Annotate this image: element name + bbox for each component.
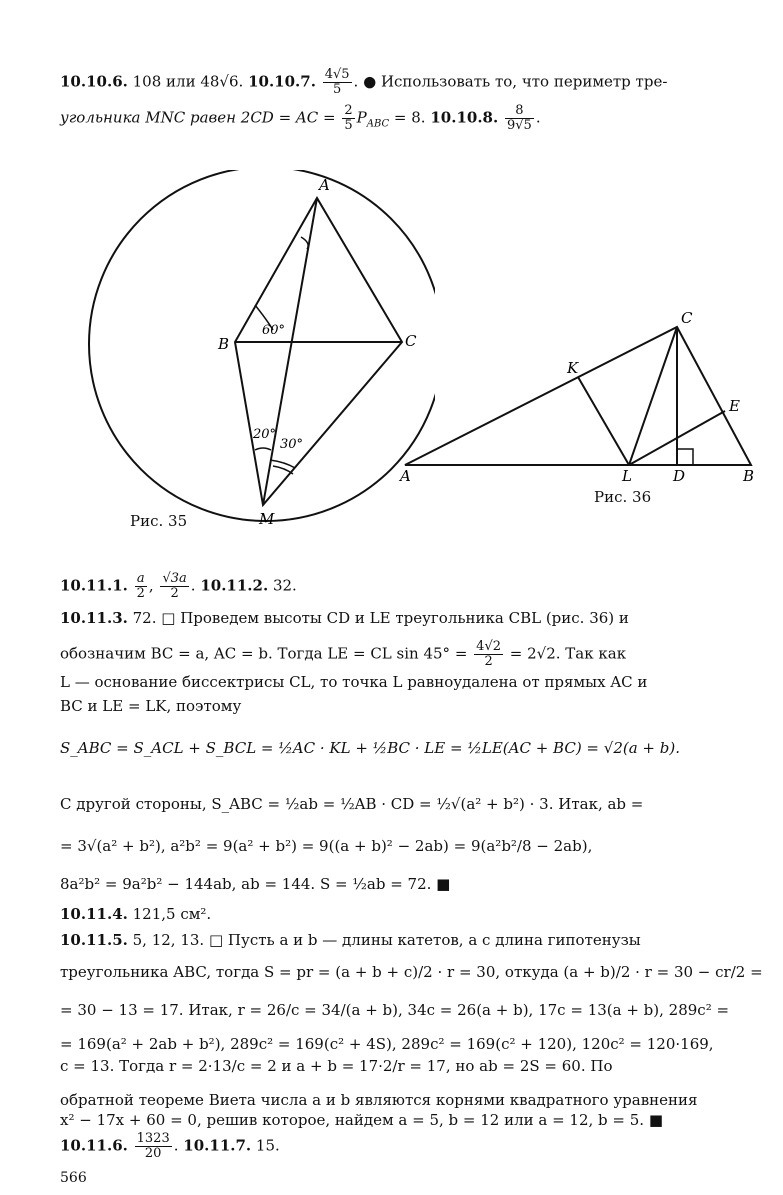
answer-text: 121,5 см². bbox=[132, 905, 212, 923]
solution-10-11-3-line-1 bbox=[60, 608, 760, 628]
problem-number: 10.11.7. bbox=[183, 1136, 252, 1155]
problem-number: 10.11.4. bbox=[60, 905, 128, 923]
answers-10-10-line-1 bbox=[60, 68, 760, 97]
label-m: M bbox=[259, 510, 275, 528]
solution-10-11-5-line-7: x² − 17x + 60 = 0, решив которое, найдем a = 5, b = 12 или a = 12, b = 5. ■ bbox=[60, 1111, 664, 1129]
answers-10-10-line-2 bbox=[60, 104, 760, 135]
answer-text: 108 или 48√6. bbox=[132, 72, 244, 91]
right-angle-mark bbox=[677, 449, 693, 465]
angle-30-label: 30° bbox=[280, 437, 304, 452]
figure-36 bbox=[395, 305, 770, 485]
solution-text: 5, 12, 13. □ Пусть a и b — длины катетов, а c длина гипотенузы bbox=[132, 931, 641, 949]
label-c: C bbox=[681, 309, 693, 327]
problem-number: 10.10.8. bbox=[430, 108, 499, 127]
denominator: 2 bbox=[170, 586, 179, 601]
formula-text: угольника MNC равен 2CD = AC = bbox=[60, 108, 336, 127]
triangle-abc bbox=[405, 327, 751, 465]
fraction bbox=[505, 104, 534, 133]
label-a: A bbox=[319, 176, 330, 194]
problem-number: 10.11.3. bbox=[60, 609, 128, 627]
denominator: 9√5 bbox=[507, 118, 532, 133]
problem-number: 10.10.6. bbox=[60, 72, 128, 91]
solution-10-11-3-line-4: BC и LE = LK, поэтому bbox=[60, 697, 242, 715]
solution-10-11-3-line-7: 8a²b² = 9a²b² − 144ab, ab = 144. S = ½ab = 72. ■ bbox=[60, 875, 451, 893]
answer-text: 15. bbox=[255, 1136, 280, 1155]
solution-10-11-5-line-6: обратной теореме Виета числа a и b являются корнями квадратного уравнения bbox=[60, 1091, 698, 1109]
angle-20-label: 20° bbox=[253, 427, 277, 442]
denominator: 5 bbox=[332, 82, 342, 97]
answer-10-11-4 bbox=[60, 904, 760, 924]
solution-10-11-5-line-5: c = 13. Тогда r = 2·13/c = 2 и a + b = 17·2/r = 17, но ab = 2S = 60. По bbox=[60, 1057, 613, 1075]
figure-35-caption: Рис. 35 bbox=[130, 512, 188, 530]
problem-number: 10.10.7. bbox=[248, 72, 316, 91]
label-e: E bbox=[729, 397, 740, 415]
circumcircle bbox=[89, 170, 435, 521]
angle-arc-m-right-2 bbox=[273, 466, 293, 474]
figure-36-caption: Рис. 36 bbox=[594, 488, 652, 506]
label-b: B bbox=[743, 467, 755, 485]
fraction bbox=[474, 640, 503, 669]
denominator: 5 bbox=[344, 118, 353, 133]
formula-text: . bbox=[535, 108, 541, 127]
label-k: K bbox=[567, 359, 579, 377]
angle-arc-m-left bbox=[255, 448, 271, 450]
angle-60-label: 60° bbox=[262, 323, 286, 338]
problem-number: 10.11.1. bbox=[60, 576, 128, 595]
numerator: 8 bbox=[505, 104, 534, 119]
solution-text: = 2√2. Так как bbox=[509, 644, 627, 663]
numerator: 1323 bbox=[136, 1131, 170, 1146]
page-number: 566 bbox=[60, 1170, 87, 1186]
answer-text: 32. bbox=[272, 576, 297, 595]
quadrilateral-abmc bbox=[235, 198, 402, 505]
problem-number: 10.11.2. bbox=[200, 576, 269, 595]
solution-10-11-5-line-1 bbox=[60, 930, 760, 950]
label-b: B bbox=[218, 335, 230, 353]
fraction bbox=[135, 1132, 172, 1161]
denominator: 2 bbox=[484, 654, 493, 669]
solution-10-11-3-line-6: = 3√(a² + b²), a²b² = 9(a² + b²) = 9((a + b)² − 2ab) = 9(a²b²/8 − 2ab), bbox=[60, 837, 593, 855]
solution-10-11-3-line-2 bbox=[60, 640, 760, 669]
problem-number: 10.11.5. bbox=[60, 931, 128, 949]
hint-text: . ● Использовать то, что периметр тре- bbox=[353, 72, 668, 91]
fraction bbox=[160, 572, 188, 601]
perpendicular-lk bbox=[578, 377, 629, 465]
numerator: 4√5 bbox=[324, 67, 350, 82]
answers-10-11-1-2: 10.11.1. $\frac{a}{2}$ , $\frac{√3a}{2}$ . 10.11.2. 32. bbox=[60, 571, 297, 601]
solution-text: обозначим BC = a, AC = b. Тогда LE = CL sin 45° = bbox=[60, 644, 468, 663]
formula-text: = 8. bbox=[389, 108, 426, 127]
solution-10-11-5-line-2: треугольника ABC, тогда S = pr = (a + b + c)/2 · r = 30, откуда (a + b)/2 · r = 30 − cr/2 = bbox=[60, 963, 763, 981]
subscript: ABC bbox=[366, 118, 390, 130]
label-c: C bbox=[405, 332, 417, 350]
label-d: D bbox=[673, 467, 686, 485]
numerator: 2 bbox=[344, 103, 353, 118]
solution-text: 72. □ Проведем высоты CD и LE треугольника CBL (рис. 36) и bbox=[132, 609, 629, 627]
fraction bbox=[342, 104, 354, 133]
denominator: 20 bbox=[144, 1146, 162, 1161]
solution-10-11-5-line-4: = 169(a² + 2ab + b²), 289c² = 169(c² + 4S), 289c² = 169(c² + 120), 120c² = 120·169, bbox=[60, 1035, 714, 1053]
problem-number: 10.11.6. bbox=[60, 1136, 128, 1155]
solution-10-11-3-equation: S_ABC = S_ACL + S_BCL = ½AC · KL + ½BC · LE = ½LE(AC + BC) = √2(a + b). bbox=[60, 739, 680, 757]
solution-10-11-5-line-3: = 30 − 13 = 17. Итак, r = 26/c = 34/(a + b), 34c = 26(a + b), 17c = 13(a + b), 289c² = bbox=[60, 1001, 730, 1019]
solution-10-11-3-line-3: L — основание биссектрисы CL, то точка L равноудалена от прямых AC и bbox=[60, 673, 648, 691]
numerator: 4√2 bbox=[476, 639, 501, 654]
numerator: √3a bbox=[162, 571, 187, 586]
label-a: A bbox=[400, 467, 411, 485]
solution-10-11-3-line-5: С другой стороны, S_ABC = ½ab = ½AB · CD = ½√(a² + b²) · 3. Итак, ab = bbox=[60, 795, 644, 813]
fraction bbox=[135, 572, 147, 601]
formula-text: P bbox=[356, 108, 367, 127]
denominator: 2 bbox=[136, 586, 145, 601]
fraction bbox=[323, 68, 352, 97]
answers-10-11-6-7: 10.11.6. $\frac{1323}{20}$ . 10.11.7. 15. bbox=[60, 1131, 280, 1161]
label-l: L bbox=[622, 467, 632, 485]
figure-35 bbox=[55, 170, 435, 540]
numerator: a bbox=[135, 572, 147, 587]
angle-arc-a bbox=[301, 237, 308, 249]
